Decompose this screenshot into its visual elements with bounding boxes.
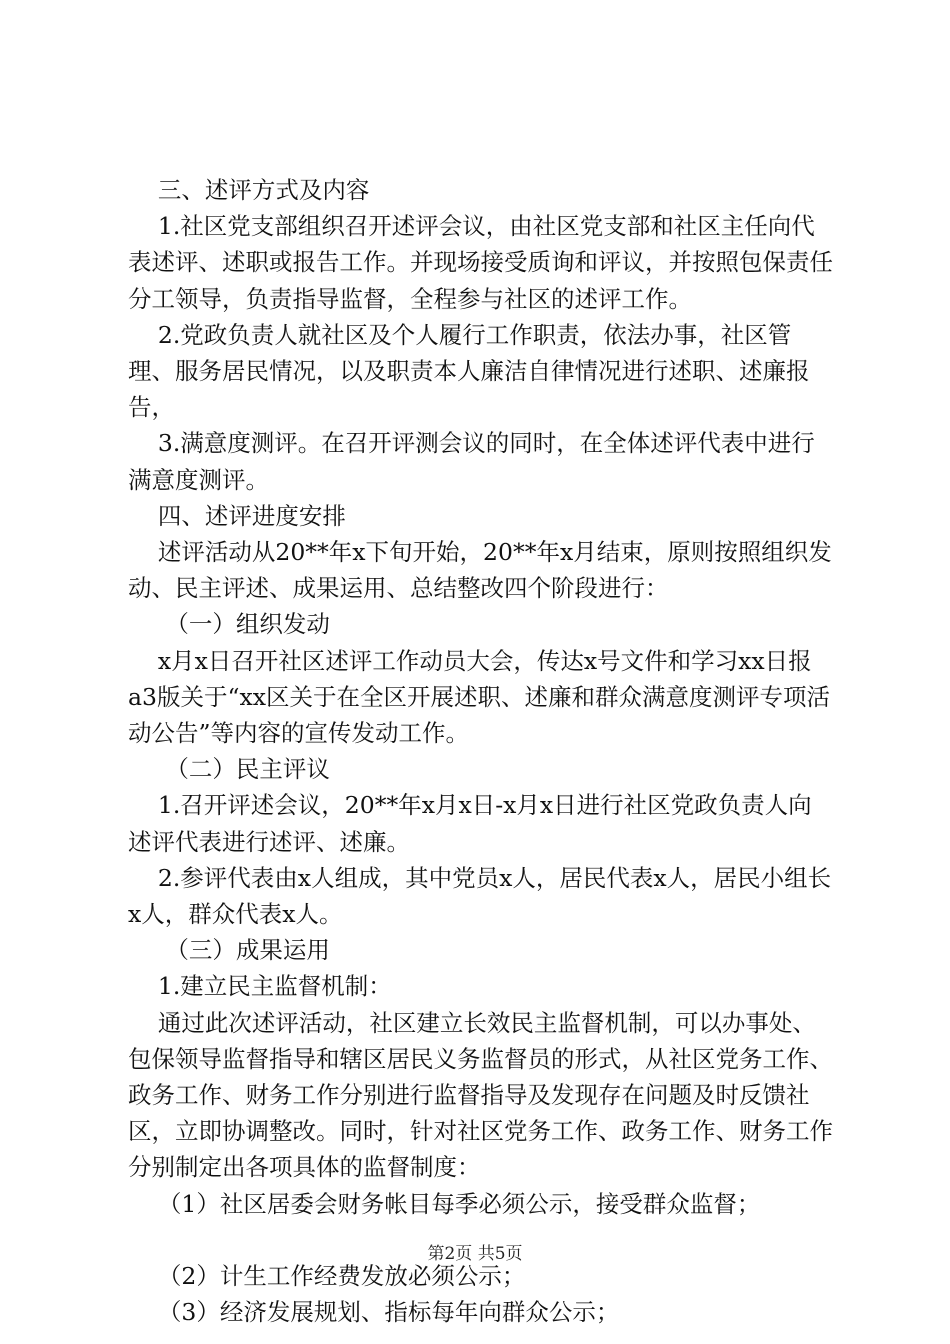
subheading: （二）民主评议 <box>128 755 330 784</box>
section-heading-3: 三、述评方式及内容 <box>128 176 370 204</box>
paragraph: 述评活动从20**年x下旬开始，20**年x月结束，原则按照组织发动、民主评述、成果运用、总结整改四个阶段进行： <box>128 538 832 603</box>
list-item: （2）计生工作经费发放必须公示； <box>128 1261 526 1290</box>
subheading: （一）组织发动 <box>128 610 330 639</box>
paragraph: 通过此次述评活动，社区建立长效民主监督机制，可以办事处、包保领导监督指导和辖区居民义务监督员的形式，从社区党务工作、政务工作、财务工作分别进行监督指导及发现存在问题及时反馈社区，立即协调整改。同时，针对社区党务工作、政务工作、财务工作分别制定出各项具体的监督制度： <box>128 1008 833 1182</box>
paragraph: 1.召开评述会议，20**年x月x日-x月x日进行社区党政负责人向述评代表进行述评、述廉。 <box>128 791 812 856</box>
page-footer: 第2页 共5页 <box>427 1244 523 1264</box>
document-body <box>128 172 834 1330</box>
paragraph: 2.参评代表由x人组成，其中党员x人，居民代表x人，居民小组长x人，群众代表x人。 <box>128 863 832 929</box>
paragraph: 1.社区党支部组织召开述评会议，由社区党支部和社区主任向代表述评、述职或报告工作。并现场接受质询和评议，并按照包保责任分工领导，负责指导监督，全程参与社区的述评工作。 <box>128 212 833 313</box>
list-item: （3）经济发展规划、指标每年向群众公示； <box>128 1298 620 1327</box>
section-heading-4: 四、述评进度安排 <box>128 501 346 530</box>
paragraph: 2.党政负责人就社区及个人履行工作职责，依法办事，社区管理、服务居民情况，以及职责本人廉洁自律情况进行述职、述廉报告， <box>128 320 810 422</box>
subheading: （三）成果运用 <box>128 936 330 965</box>
paragraph: x月x日召开社区述评工作动员大会，传达x号文件和学习xx日报a3版关于“xx区关于在全区开展述职、述廉和群众满意度测评专项活动公告”等内容的宣传发动工作。 <box>128 646 830 748</box>
list-item: （1）社区居委会财务帐目每季必须公示，接受群众监督； <box>128 1189 761 1218</box>
paragraph: 1.建立民主监督机制： <box>128 972 392 1001</box>
paragraph: 3.满意度测评。在召开评测会议的同时，在全体述评代表中进行满意度测评。 <box>128 429 815 494</box>
